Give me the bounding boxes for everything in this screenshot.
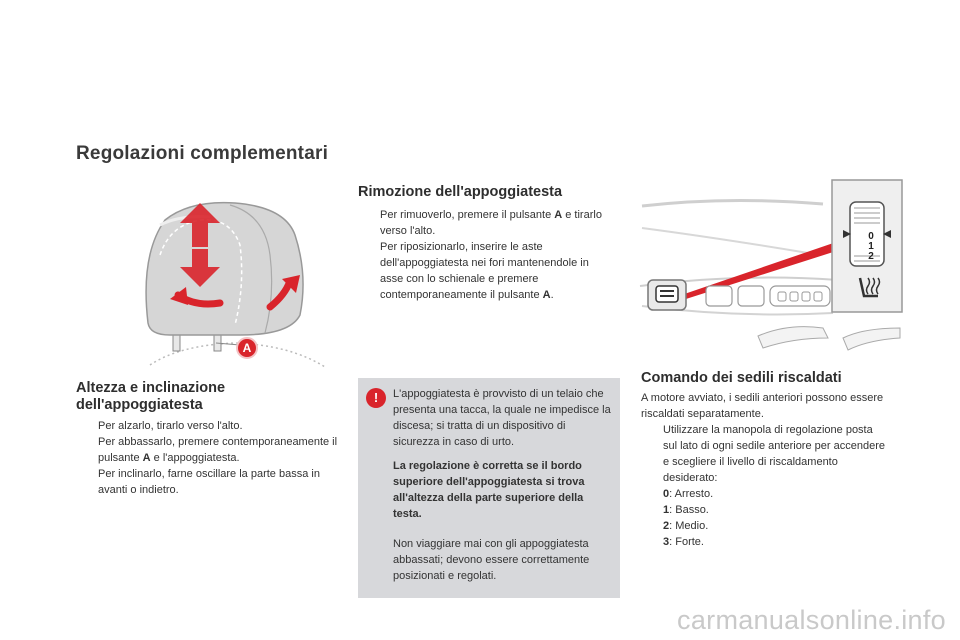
headrest-list [76,418,338,498]
dial-label: 1 [868,241,874,252]
list-item: Per inclinarlo, farne oscillare la parte bassa in avanti o indietro. [98,468,320,496]
dial-label: 0 [868,231,874,242]
level-row: 1: Basso. [663,504,709,516]
list-item: Utilizzare la manopola di regolazione posta sul lato di ogni sedile anteriore per accendere e scegliere il livello di riscaldamento desiderato: 0: Arresto. 1: Basso. 2: Medio. 3: Forte. [663,424,885,548]
seats-list [641,422,886,550]
watermark: carmanualsonline.info [677,605,946,635]
page-title: Regolazioni complementari [76,143,329,164]
warning-box [358,378,620,598]
headrest-title-line2: dell'appoggiatesta [76,397,203,413]
headrest-title [76,380,336,414]
button-a-marker: A [236,337,258,359]
level-row: 0: Arresto. [663,488,714,500]
dial-label: 2 [868,251,874,262]
level-row: 3: Forte. [663,536,704,548]
seats-text [641,390,886,550]
heated-seat-illustration [638,178,904,360]
list-item: Per riposizionarlo, inserire le aste dell'appoggiatesta nei fori mantenendole in asse con lo schienale e premere contemporaneamente il pulsante A. [380,241,589,301]
removal-title: Rimozione dell'appoggiatesta [358,184,563,200]
seats-intro: A motore avviato, i sedili anteriori possono essere riscaldati separatamente. [641,392,884,420]
level-row: 2: Medio. [663,520,709,532]
list-item: Per rimuoverlo, premere il pulsante A e tirarlo verso l'alto. [380,209,602,237]
headrest-illustration [140,195,330,370]
warning-icon: ! [366,388,386,408]
warning-para-1: L'appoggiatesta è provvisto di un telaio che presenta una tacca, la quale ne impedisce la discesa; si tratta di un dispositivo di sicurezza in caso di urto. [393,388,611,448]
list-item: Per abbassarlo, premere contemporaneamente il pulsante A e l'appoggiatesta. [98,436,338,464]
warning-para-3: Non viaggiare mai con gli appoggiatesta abbassati; devono essere correttamente posizionati e regolati. [393,538,590,582]
seats-title: Comando dei sedili riscaldati [641,370,842,386]
warning-text [393,386,611,592]
warning-para-2: La regolazione è corretta se il bordo superiore dell'appoggiatesta si trova all'altezza della parte superiore della testa. [393,460,585,520]
removal-list [358,207,614,303]
list-item: Per alzarlo, tirarlo verso l'alto. [98,420,243,432]
headrest-title-line1: Altezza e inclinazione [76,380,226,396]
